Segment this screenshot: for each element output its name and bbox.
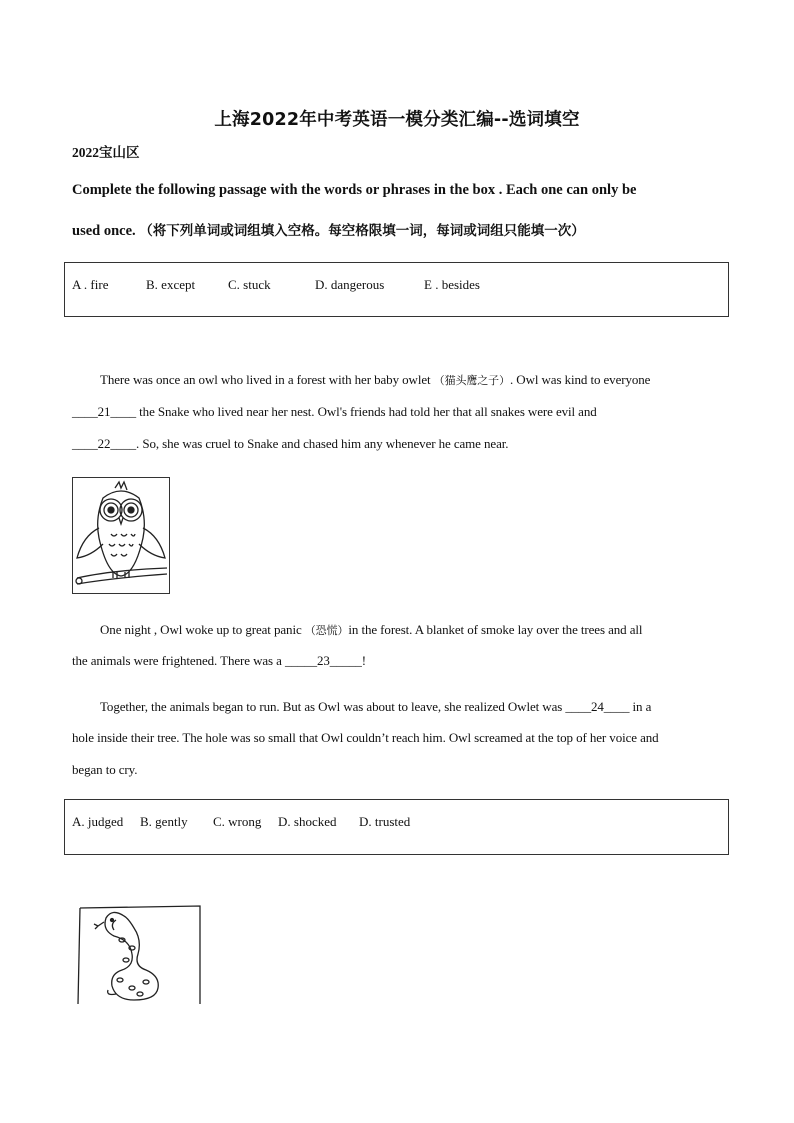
para3-line-1 [100,699,651,715]
option-b: B. except [146,277,196,292]
option-d: D. shocked [278,814,337,829]
word-box-2 [64,799,729,855]
para2-text-b: in the forest. A blanket of smoke lay over the trees and all [348,622,643,637]
option-e: E . besides [424,277,480,292]
district-heading: 2022宝山区 [72,145,140,160]
option-c: C. wrong [213,814,262,829]
para3-line-3: began to cry. [72,762,138,777]
option-c: C. stuck [228,277,271,292]
para2-line2-text: the animals were frightened. There was a [72,653,285,668]
owl-figure [72,477,170,594]
para2-line-1 [100,622,642,638]
para2-text-a: One night , Owl woke up to great panic [100,622,305,637]
para1-line-1 [100,372,650,388]
option-b: B. gently [140,814,188,829]
page-title: 上海2022年中考英语一模分类汇编--选词填空 [214,110,580,130]
para2-line2-end: ! [361,653,367,668]
owl-icon [73,478,169,593]
para1-text-a: There was once an owl who lived in a forest with her baby owlet [100,372,434,387]
snake-figure [76,904,202,1006]
para3-line-2: hole inside their tree. The hole was so small that Owl couldn’t reach him. Owl screamed at the top of her voice and [72,730,659,745]
instructions-cn: （将下列单词或词组填入空格。每空格限填一词，每词或词组只能填一次） [139,223,585,239]
para1-line-2 [72,404,597,420]
blank-22: ____22____ [72,436,137,451]
option-d: D. dangerous [315,277,385,292]
para1-line-3 [72,436,508,452]
para1-text-b: . Owl was kind to everyone [509,372,651,387]
option-d2: D. trusted [359,814,411,829]
snake-icon [76,904,202,1006]
option-a: A . fire [72,277,109,292]
para1-cn-gloss: （猫头鹰之子） [433,374,510,387]
blank-21: ____21____ [72,404,137,419]
instructions-en: used once. [72,223,136,239]
para3-text-a: Together, the animals began to run. But as Owl was about to leave, she realized Owlet was [100,699,566,714]
blank-24: ____24____ [565,699,630,714]
instructions-line-1: Complete the following passage with the words or phrases in the box . Each one can only be [72,182,637,198]
para3-text-b: in a [629,699,652,714]
blank-23: _____23_____ [284,653,362,668]
para2-cn-gloss: （恐慌） [304,624,349,637]
option-a: A. judged [72,814,124,829]
para1-line3-text: . So, she was cruel to Snake and chased him any whenever he came near. [136,436,509,451]
word-box-1 [64,262,729,317]
instructions-line-2 [72,219,585,240]
para1-line2-text: the Snake who lived near her nest. Owl's friends had told her that all snakes were evil and [136,404,597,419]
para2-line-2 [72,653,366,669]
